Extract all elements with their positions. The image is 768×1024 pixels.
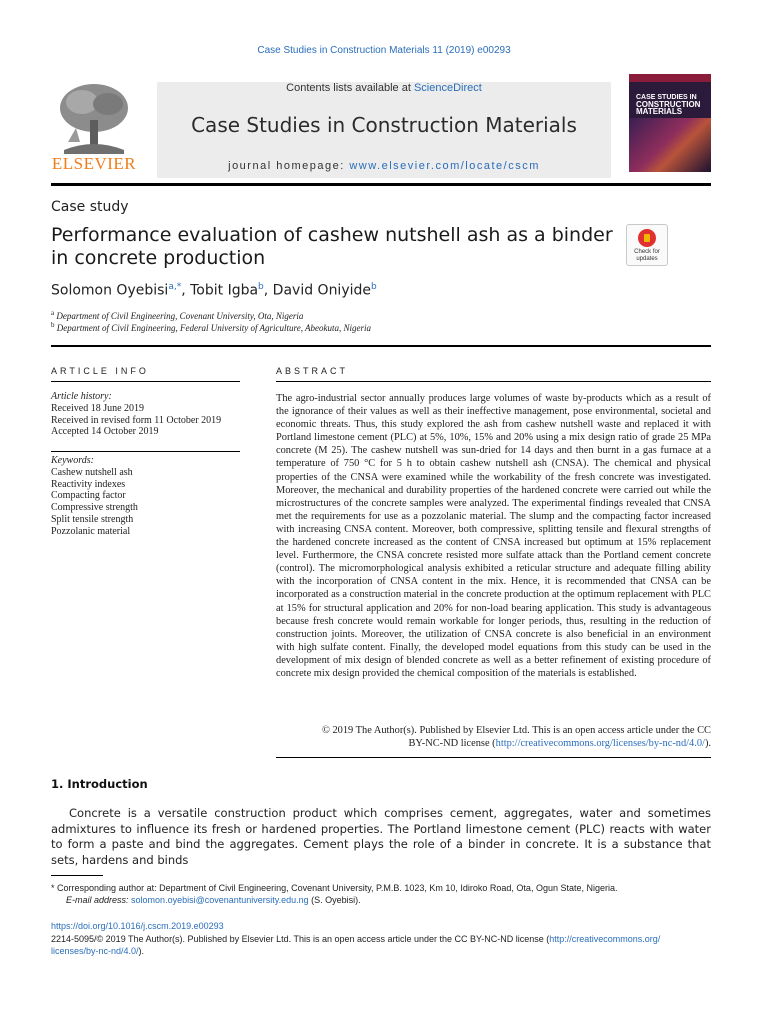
footer-license	[51, 933, 711, 957]
check-for-updates-button[interactable]	[626, 224, 668, 266]
license-prefix: BY-NC-ND license (	[408, 738, 496, 750]
license-line: © 2019 The Author(s). Published by Elsevier Ltd. This is an open access article under the CC	[321, 725, 711, 736]
contents-line	[157, 82, 611, 94]
article-info-rule	[51, 451, 240, 452]
abstract-heading: ABSTRACT	[276, 366, 349, 376]
footer-license-suffix: ).	[138, 946, 145, 956]
abstract-text: The agro-industrial sector annually produces large volumes of waste by-products which as a result of the ignorance of their values as well as their ineffective management, pose environmental, societal and economic threats. Thus, this study explored the ash from cashew nutshell waste and replaced it with Portland limestone cement (PLC) at 5%, 10%, 15% and 20% using a mix design ratio of grade 25 MPa concrete (M 25). The cashew nutshell was sun-dried for 14 days and then burnt in a gas furnace at a temperature of 750 °C for 5 h to obtain cashew nutshell ash (CNSA). The chemical and physical properties of the CNSA were examined while the workability of the fresh concrete was investigated. Moreover, the mechanical and durability properties of the hardened concrete were carried out while the microstructures of the concrete samples were analyzed. The experimental findings revealed that CNSA met the requirements for use as a pozzolanic material. The slump and the compacting factor increased with increasing CNSA content. Moreover, both compressive, splitting tensile and flexural strengths of the hardened concrete increased as the content of CNSA increased but optimum at 15% replacement level. Furthermore, the CNSA concrete resisted more sulfate attack than the Portland cement concrete (control). The micromorphological analysis exhibited a reticular structure and adequate filling ability with the incorporation of CNSA content in the mix. Hence, it is recommended that CNSA can be incorporated as a construction material in the concrete production at the optimum replacement with PLC at 15% for structural application and 20% for non-load bearing application. This study is advantageous because fresh concrete would remain workable for longer periods, thus, resulting in the reduction of construction joints. Moreover, the utilization of CNSA concrete is also beneficial in an environment with high sulfate content. Finally, the developed model equations from this study can be used in the development of mix design of blended concrete as well as a better refinement of existing procedure of concrete mix design provided the chemical composition of the materials is established.	[276, 393, 711, 679]
license-line	[276, 737, 711, 750]
affiliation-marker: b	[51, 321, 55, 329]
introduction-body	[51, 806, 711, 868]
corresponding-author-text: Corresponding author at: Department of Civil Engineering, Covenant University, P.M.B. 1023, Km 10, Idiroko Road, Ota, Ogun State, Nigeria.	[57, 883, 618, 893]
contents-prefix: Contents lists available at	[286, 82, 414, 94]
homepage-link[interactable]: www.elsevier.com/locate/cscm	[349, 160, 540, 172]
keywords-block	[51, 455, 241, 538]
footnote-marker: *	[51, 883, 55, 893]
footer-license-prefix: 2214-5095/© 2019 The Author(s). Published by Elsevier Ltd. This is an open access article under the CC BY-NC-ND license (	[51, 934, 550, 944]
abstract-rule	[276, 381, 711, 382]
author-affiliation-marker[interactable]: a,*	[168, 282, 182, 292]
elsevier-logo	[51, 80, 137, 176]
footer-license-link-continued[interactable]: licenses/by-nc-nd/4.0/	[51, 946, 139, 956]
author-name[interactable]: David Oniyide	[272, 282, 371, 299]
bookmark-icon	[638, 229, 656, 247]
received-date: Received 18 June 2019	[51, 402, 145, 414]
history-label: Article history:	[51, 391, 112, 402]
article-title: Performance evaluation of cashew nutshell ash as a binder in concrete production	[51, 224, 613, 269]
accepted-date: Accepted 14 October 2019	[51, 426, 159, 438]
affiliation-a	[51, 309, 303, 321]
journal-cover[interactable]	[629, 74, 711, 172]
keyword: Split tensile strength	[51, 513, 134, 525]
author-affiliation-marker[interactable]: b	[258, 282, 264, 292]
author-list: Solomon Oyebisi$^{a,*}$, Tobit Igba$^b$, David Oniyide$^b$	[51, 282, 377, 299]
homepage-line	[157, 160, 611, 172]
keywords-label: Keywords:	[51, 455, 94, 466]
email-note	[66, 894, 361, 906]
email-label: E-mail address:	[66, 895, 129, 905]
introduction-heading: 1. Introduction	[51, 777, 148, 791]
keyword: Compacting factor	[51, 490, 126, 502]
cover-line-1: CASE STUDIES IN	[636, 94, 697, 101]
affiliation-marker: a	[51, 309, 55, 317]
header-divider	[51, 183, 711, 186]
footnote-rule	[51, 875, 103, 876]
keyword: Compressive strength	[51, 502, 138, 514]
check-updates-label: Check for updates	[634, 249, 660, 262]
abstract-license	[276, 724, 711, 750]
doi-line	[51, 920, 711, 932]
introduction-paragraph: Concrete is a versatile construction product which comprises cement, aggregates, water and sometimes admixtures to influence its fresh or hardened properties. The Portland limestone cement (PLC) reacts with water to form a paste and bind the aggregates. Cement plays the role of a binder in concrete. It is a substance that sets, hardens and binds	[51, 806, 711, 867]
publisher-wordmark: ELSEVIER	[51, 154, 137, 173]
email-link[interactable]: solomon.oyebisi@covenantuniversity.edu.ng	[131, 895, 309, 905]
cover-line-2: CONSTRUCTION	[636, 100, 701, 109]
author-name[interactable]: Solomon Oyebisi	[51, 282, 169, 299]
keyword: Reactivity indexes	[51, 478, 126, 490]
author-name[interactable]: Tobit Igba	[190, 282, 259, 299]
affiliation-text: Department of Civil Engineering, Federal University of Agriculture, Abeokuta, Nigeria	[56, 323, 372, 333]
license-link[interactable]: http://creativecommons.org/licenses/by-nc-nd/4.0/	[495, 738, 705, 750]
email-suffix: (S. Oyebisi).	[311, 895, 361, 905]
keyword: Pozzolanic material	[51, 525, 131, 537]
article-info-rule	[51, 381, 240, 382]
corresponding-author-note	[51, 882, 618, 894]
sciencedirect-link[interactable]: ScienceDirect	[413, 82, 482, 94]
journal-reference-link[interactable]: Case Studies in Construction Materials 11 (2019) e00293	[257, 45, 511, 56]
cover-artwork	[629, 118, 711, 172]
license-suffix: ).	[704, 738, 711, 750]
keyword: Cashew nutshell ash	[51, 466, 133, 478]
section-divider	[51, 345, 711, 347]
article-history	[51, 391, 241, 438]
cover-line-3: MATERIALS	[636, 107, 683, 116]
revised-date: Received in revised form 11 October 2019	[51, 414, 222, 426]
footer-license-link[interactable]: http://creativecommons.org/	[549, 934, 661, 944]
journal-title: Case Studies in Construction Materials	[191, 113, 577, 137]
doi-link[interactable]: https://doi.org/10.1016/j.cscm.2019.e00293	[51, 921, 224, 931]
affiliation-text: Department of Civil Engineering, Covenant University, Ota, Nigeria	[56, 311, 304, 321]
affiliation-b	[51, 321, 371, 333]
article-type: Case study	[51, 199, 129, 215]
article-info-heading: ARTICLE INFO	[51, 366, 149, 376]
homepage-prefix: journal homepage:	[228, 160, 350, 172]
cover-bar	[629, 74, 711, 82]
author-affiliation-marker[interactable]: b	[371, 282, 377, 292]
cover-title	[636, 94, 706, 115]
tree-icon	[54, 80, 134, 156]
abstract-bottom-rule	[276, 757, 711, 758]
